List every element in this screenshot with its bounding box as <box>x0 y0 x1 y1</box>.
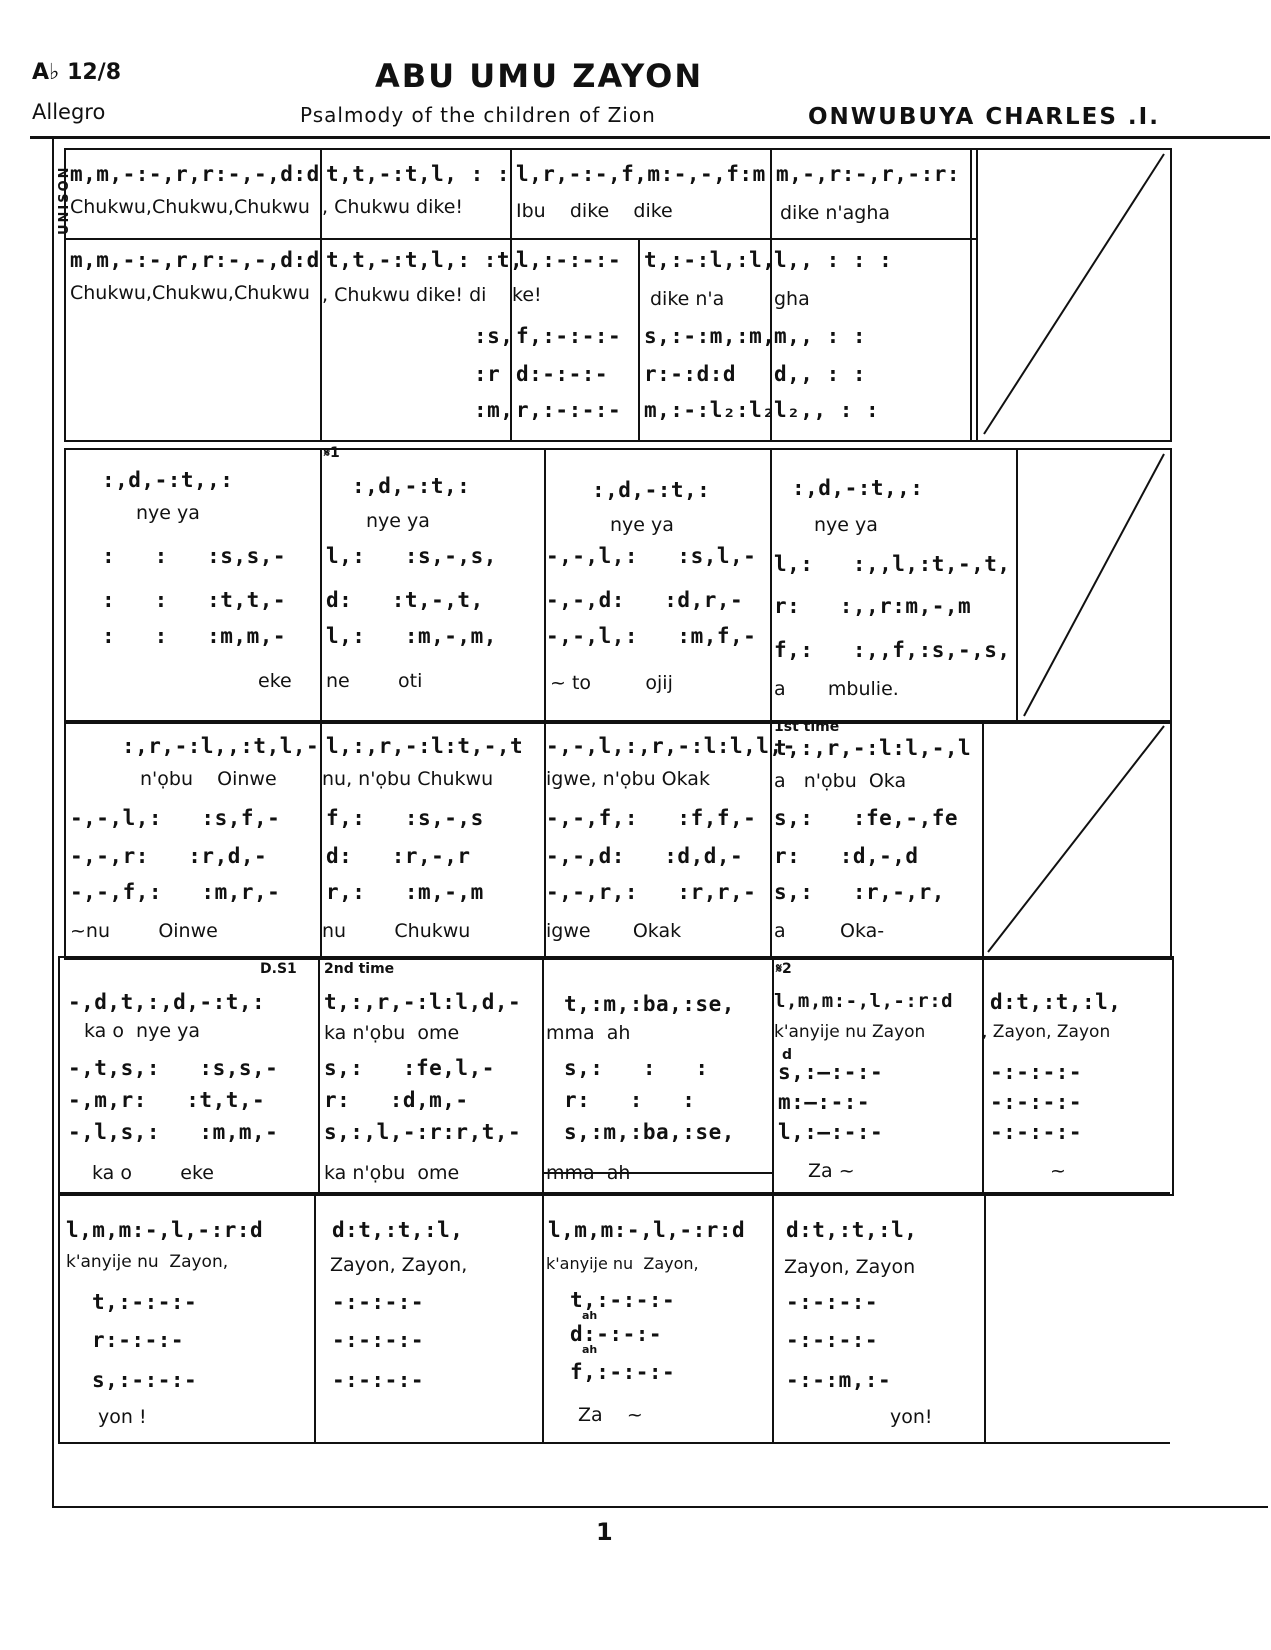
system-3 <box>64 720 1172 960</box>
s3-m1-lyric2: ~nu Oinwe <box>70 920 218 942</box>
s3-m1-part3: -,-,f,: :m,r,- <box>70 880 281 904</box>
s5-m3-note: l,m,m:-,l,-:r:d <box>548 1218 746 1242</box>
s5-m1-lyric2: yon ! <box>98 1406 147 1428</box>
tempo-marking: Allegro <box>32 100 106 124</box>
s5-m4-lyric: Zayon, Zayon <box>784 1256 916 1278</box>
s1-m4-part1: s,:-:m,:m, <box>644 324 776 348</box>
s5-m1-note: l,m,m:-,l,-:r:d <box>66 1218 264 1242</box>
s5-m3-lyric: k'anyije nu Zayon, <box>546 1254 699 1273</box>
s5-m4-part1: -:-:-:- <box>786 1290 879 1314</box>
system-3-end-slash <box>984 722 1168 956</box>
s2-m4-part2: r: :,,r:m,-,m <box>774 594 972 618</box>
s4-m1-lyric2: ka o eke <box>92 1162 214 1184</box>
s3-m2-part1: f,: :s,-,s <box>326 806 484 830</box>
s4-m4-lyric: k'anyije nu Zayon <box>774 1022 926 1042</box>
s1-m4-part3: m,:-:l₂:l₂ <box>644 398 776 422</box>
frame-left <box>52 138 54 1508</box>
s3-m2-lyric2: nu Chukwu <box>322 920 471 942</box>
s1-m5-part1: m,, : : <box>774 324 867 348</box>
s2-m4-part3: f,: :,,f,:s,-,s, <box>774 638 1011 662</box>
s3-m3-lyric2: igwe Okak <box>546 920 682 942</box>
s3-m3-part1: -,-,f,: :f,f,- <box>546 806 757 830</box>
s4-m3-lyric2: mma ah <box>546 1162 631 1184</box>
s2-m2-note: :,d,-:t,: <box>352 474 471 498</box>
page-number: 1 <box>596 1518 613 1546</box>
s2-m3-part2: -,-,d: :d,r,- <box>546 588 744 612</box>
s2-m3-lyric2: ~ to ojij <box>550 672 673 694</box>
s1-m5-part2: d,, : : <box>774 362 867 386</box>
s4-m1-part1: -,t,s,: :s,s,- <box>68 1056 279 1080</box>
segno-1: 𝄋1 <box>324 445 340 461</box>
s2-m2-lyric: nye ya <box>366 510 430 532</box>
s1-m5-note: m,-,r:-,r,-:r: <box>776 162 961 186</box>
s3-m4-part2: r: :d,-,d <box>774 844 919 868</box>
s2-m2-part3: l,: :m,-,m, <box>326 624 497 648</box>
system-2-end-slash <box>1018 450 1168 720</box>
s4-m4-lyric2: Za ~ <box>808 1160 855 1182</box>
s5-m1-part1: t,:-:-:- <box>92 1290 198 1314</box>
s1-m5-lyric: dike n'agha <box>780 202 891 224</box>
s3-m3-part2: -,-,d: :d,d,- <box>546 844 744 868</box>
dal-segno-1: D.S1 <box>260 961 297 977</box>
system-2 <box>64 445 1172 724</box>
s1-m3-part3: r,:-:-:- <box>516 398 622 422</box>
first-time-label: 1st time <box>774 719 840 735</box>
s1-m4-note2: t,:-:l,:l, <box>644 248 776 272</box>
s2-m4-lyric: nye ya <box>814 514 878 536</box>
s3-m4-lyric2: a Oka- <box>774 920 885 942</box>
s5-m4-lyric2: yon! <box>890 1406 933 1428</box>
s1-m1-note2: m,m,-:-,r,r:-,-,d:d <box>70 248 320 272</box>
s2-m1-part2: : : :t,t,- <box>102 588 287 612</box>
second-time-label: 2nd time <box>324 961 395 977</box>
s1-m2-part2: :r <box>474 362 501 386</box>
s2-m2-lyric2: ne oti <box>326 670 423 692</box>
s4-m4-part1: s,:—:-:- <box>778 1060 884 1084</box>
s1-m1-lyric2: Chukwu,Chukwu,Chukwu <box>70 282 310 304</box>
s5-m2-part3: -:-:-:- <box>332 1368 425 1392</box>
s4-m1-lyric: ka o nye ya <box>84 1020 200 1042</box>
s1-m2-lyric2: , Chukwu dike! di <box>322 284 487 306</box>
key-signature: A♭ 12/8 <box>32 60 122 85</box>
s2-m2-part1: l,: :s,-,s, <box>326 544 497 568</box>
s2-m1-lyric: nye ya <box>136 502 200 524</box>
s3-m2-part2: d: :r,-,r <box>326 844 471 868</box>
s4-m1-part3: -,l,s,: :m,m,- <box>68 1120 279 1144</box>
s4-m3-part2: r: : : <box>564 1088 696 1112</box>
s3-m1-lyric: n'ọbu Oinwe <box>140 768 277 790</box>
system-5 <box>58 1192 1170 1444</box>
s1-m2-part1: :s, <box>474 324 514 348</box>
s2-m1-note: :,d,-:t,,: <box>102 468 234 492</box>
s3-m3-note: -,-,l,:,r,-:l:l,l,- <box>546 734 796 758</box>
s4-m2-part3: s,:,l,-:r:r,t,- <box>324 1120 522 1144</box>
s4-m2-note: t,:,r,-:l:l,d,- <box>324 990 522 1014</box>
s4-m2-part2: r: :d,m,- <box>324 1088 469 1112</box>
s4-m2-lyric: ka n'ọbu ome <box>324 1022 460 1044</box>
s4-m3-note: t,:m,:ba,:se, <box>564 992 735 1016</box>
s2-m3-part3: -,-,l,: :m,f,- <box>546 624 757 648</box>
s5-m4-part2: -:-:-:- <box>786 1328 879 1352</box>
s4-m4-part0: d <box>782 1047 793 1063</box>
s2-m1-part3: : : :m,m,- <box>102 624 287 648</box>
s1-m3-lyric2: ke! <box>512 284 542 306</box>
s4-m5-lyric2: ~ <box>1050 1160 1066 1182</box>
s2-m3-lyric: nye ya <box>610 514 674 536</box>
s5-m3-ah2: ah <box>582 1343 598 1356</box>
s2-m1-lyric2: eke <box>258 670 292 692</box>
s5-m3-part1: t,:-:-:- <box>570 1288 676 1312</box>
segno-2: 𝄋2 <box>776 961 792 977</box>
s2-m4-note: :,d,-:t,,: <box>792 476 924 500</box>
frame-bottom <box>52 1506 1268 1508</box>
s2-m4-part1: l,: :,,l,:t,-,t, <box>774 552 1011 576</box>
s3-m1-part2: -,-,r: :r,d,- <box>70 844 268 868</box>
s1-m4-part2: r:-:d:d <box>644 362 737 386</box>
s3-m1-part1: -,-,l,: :s,f,- <box>70 806 281 830</box>
s3-m2-note: l,:,r,-:l:t,-,t <box>326 734 524 758</box>
s1-m3-lyric: Ibu dike dike <box>516 200 673 222</box>
system-1-end-slash <box>978 150 1168 438</box>
s4-m3-part3: s,:m,:ba,:se, <box>564 1120 735 1144</box>
s1-m5-note2: l,, : : : <box>774 248 893 272</box>
s3-m2-lyric: nu, n'ọbu Chukwu <box>322 768 494 790</box>
s4-m2-lyric2: ka n'ọbu ome <box>324 1162 460 1184</box>
s3-m2-part3: r,: :m,-,m <box>326 880 484 904</box>
s5-m2-part2: -:-:-:- <box>332 1328 425 1352</box>
s1-m2-lyric: , Chukwu dike! <box>322 196 464 218</box>
s1-m5-lyric2: gha <box>774 288 810 310</box>
s2-m3-note: :,d,-:t,: <box>592 478 711 502</box>
system-1 <box>64 148 1172 442</box>
s3-m4-part1: s,: :fe,-,fe <box>774 806 959 830</box>
s4-m4-part2: m:—:-:- <box>778 1090 871 1114</box>
s3-m1-note: :,r,-:l,,:t,l,- <box>122 734 320 758</box>
s4-m3-part1: s,: : : <box>564 1056 709 1080</box>
s3-m4-lyric: a n'ọbu Oka <box>774 770 907 792</box>
s3-m4-note: t,:,r,-:l:l,-,l <box>774 736 972 760</box>
s5-m3-ah1: ah <box>582 1309 598 1322</box>
s5-m2-part1: -:-:-:- <box>332 1290 425 1314</box>
s3-m3-part3: -,-,r,: :r,r,- <box>546 880 757 904</box>
page-title: ABU UMU ZAYON <box>375 57 704 95</box>
composer: ONWUBUYA CHARLES .I. <box>808 104 1160 130</box>
s1-m3-note: l,r,-:-,f,m:-,-,f:m <box>516 162 766 186</box>
s1-m3-note2: l,:-:-:- <box>516 248 622 272</box>
s1-m1-note: m,m,-:-,r,r:-,-,d:d <box>70 162 320 186</box>
s5-m2-lyric: Zayon, Zayon, <box>330 1254 468 1276</box>
s1-m5-part3: l₂,, : : <box>774 398 880 422</box>
header-rule <box>30 136 1270 139</box>
s5-m4-note: d:t,:t,:l, <box>786 1218 918 1242</box>
s2-m2-part2: d: :t,-,t, <box>326 588 484 612</box>
s1-m3-part1: f,:-:-:- <box>516 324 622 348</box>
s5-m2-note: d:t,:t,:l, <box>332 1218 464 1242</box>
s4-m3-lyric: mma ah <box>546 1022 631 1044</box>
s4-m5-lyric: , Zayon, Zayon <box>982 1022 1111 1042</box>
s4-m5-part3: -:-:-:- <box>990 1120 1083 1144</box>
system-4 <box>58 956 1174 1196</box>
s5-m3-lyric2: Za ~ <box>578 1404 643 1426</box>
s1-m4-lyric2: dike n'a <box>650 288 725 310</box>
s4-m4-part3: l,:—:-:- <box>778 1120 884 1144</box>
s4-m1-note: -,d,t,:,d,-:t,: <box>68 990 266 1014</box>
s2-m1-part1: : : :s,s,- <box>102 544 287 568</box>
s4-m4-note: l,m,m:-,l,-:r:d <box>774 990 954 1012</box>
unison-label: UNISON <box>57 165 72 235</box>
s1-m2-note: t,t,-:t,l, : : <box>326 162 511 186</box>
subtitle: Psalmody of the children of Zion <box>300 103 656 127</box>
s4-m5-part2: -:-:-:- <box>990 1090 1083 1114</box>
s5-m1-lyric: k'anyije nu Zayon, <box>66 1252 229 1272</box>
s4-m5-part1: -:-:-:- <box>990 1060 1083 1084</box>
s5-m4-part3: -:-:m,:- <box>786 1368 892 1392</box>
s5-m1-part3: s,:-:-:- <box>92 1368 198 1392</box>
s3-m4-part3: s,: :r,-,r, <box>774 880 945 904</box>
s4-m2-part1: s,: :fe,l,- <box>324 1056 495 1080</box>
s4-m1-part2: -,m,r: :t,t,- <box>68 1088 266 1112</box>
s1-m3-part2: d:-:-:- <box>516 362 609 386</box>
s1-m2-part3: :m, <box>474 398 514 422</box>
s5-m3-part2: d:-:-:- <box>570 1322 663 1346</box>
s1-m2-note2: t,t,-:t,l,: :t, <box>326 248 524 272</box>
s2-m3-part1: -,-,l,: :s,l,- <box>546 544 757 568</box>
s1-m1-lyric: Chukwu,Chukwu,Chukwu <box>70 196 310 218</box>
s2-m4-lyric2: a mbulie. <box>774 678 899 700</box>
s3-m3-lyric: igwe, n'ọbu Okak <box>546 768 710 790</box>
s5-m1-part2: r:-:-:- <box>92 1328 185 1352</box>
s4-m5-note: d:t,:t,:l, <box>990 990 1122 1014</box>
s5-m3-part3: f,:-:-:- <box>570 1360 676 1384</box>
